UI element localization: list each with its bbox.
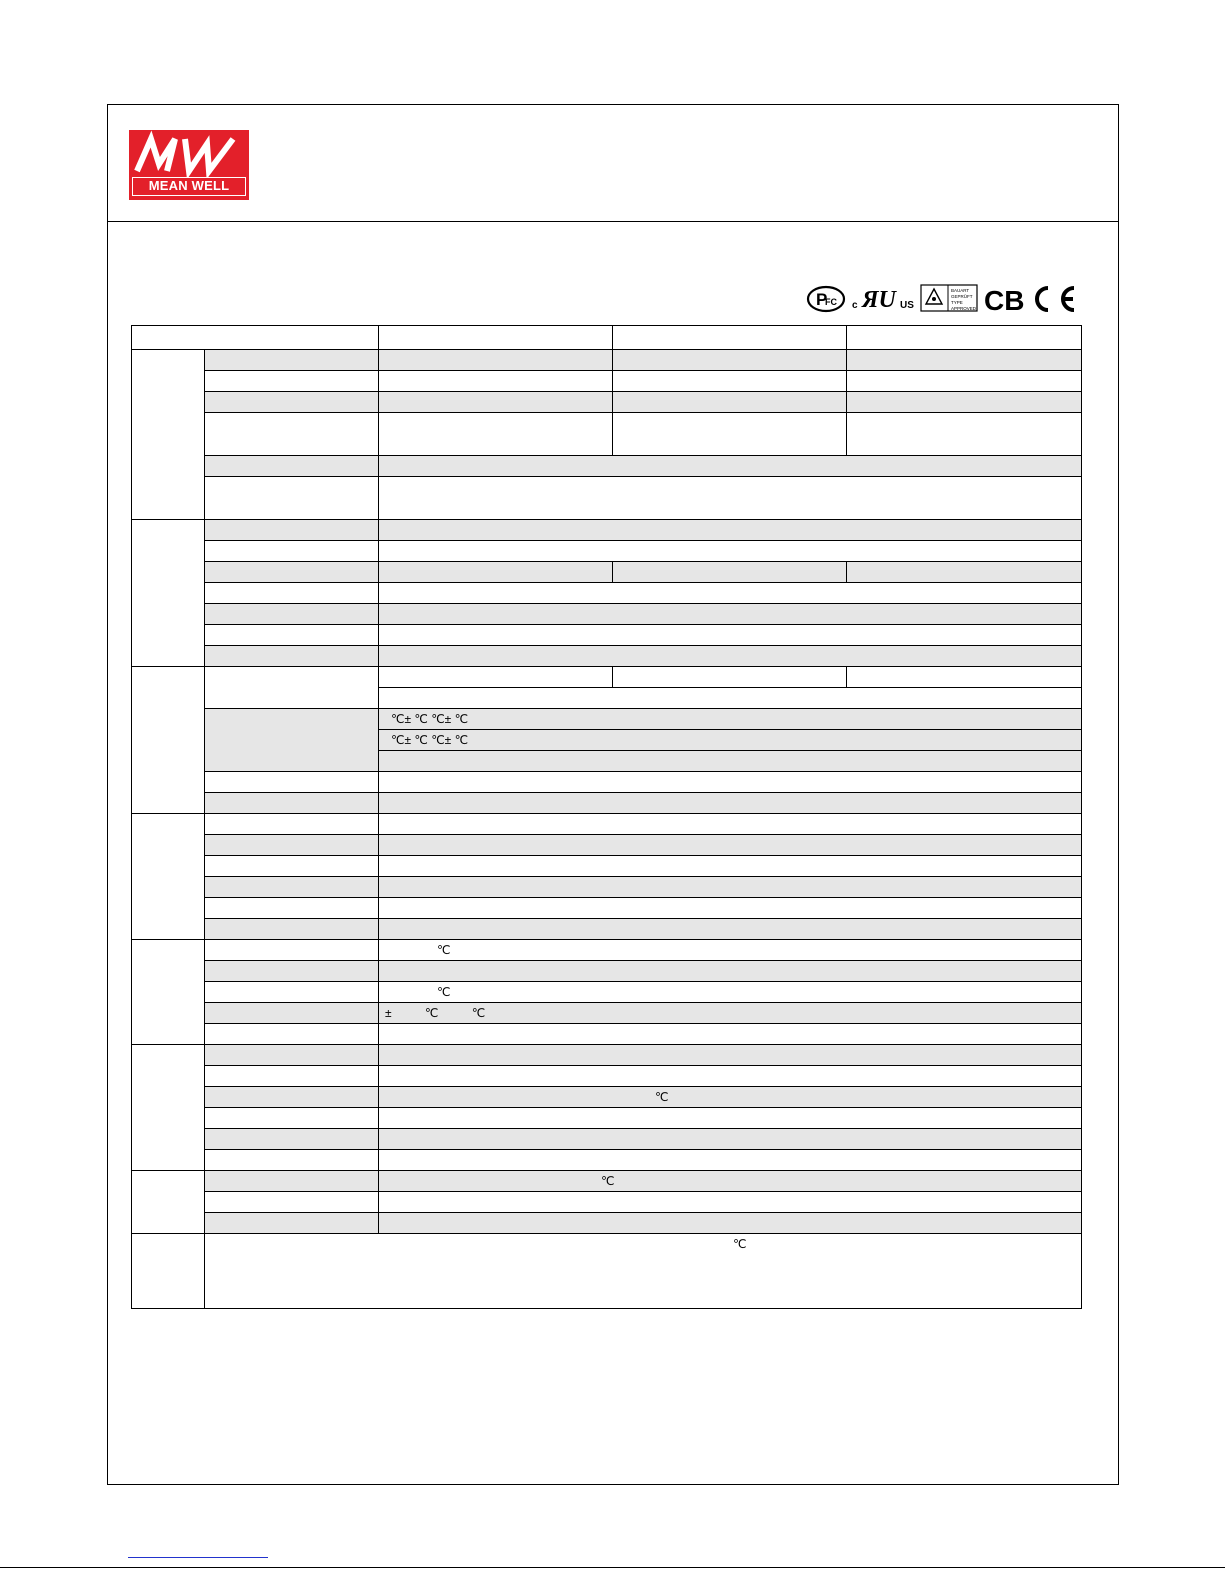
- value-cell: [379, 562, 613, 583]
- row-label: [205, 1192, 379, 1213]
- table-row: [132, 1192, 1082, 1213]
- row-label: [205, 413, 379, 456]
- group-cell-others: [132, 1171, 205, 1234]
- row-label: [205, 1213, 379, 1234]
- value-cell: [613, 371, 847, 392]
- value-cell: [379, 477, 1082, 520]
- value-cell: [379, 793, 1082, 814]
- table-row: [132, 625, 1082, 646]
- row-label: [205, 877, 379, 898]
- table-row: [132, 371, 1082, 392]
- value-cell: [379, 919, 1082, 940]
- row-label: [205, 625, 379, 646]
- table-row: [132, 392, 1082, 413]
- header-cell: [379, 326, 613, 350]
- table-row: [132, 350, 1082, 371]
- row-label: [205, 772, 379, 793]
- table-row: [132, 520, 1082, 541]
- value-cell: [379, 730, 1082, 751]
- value-cell: [379, 350, 613, 371]
- table-row: [132, 1003, 1082, 1024]
- value-cell: [379, 1024, 1082, 1045]
- table-row: [132, 413, 1082, 456]
- table-row: [132, 835, 1082, 856]
- value-cell: [379, 541, 1082, 562]
- value-cell: [379, 1087, 1082, 1108]
- header-cell: [132, 326, 379, 350]
- value-cell: [379, 772, 1082, 793]
- table-header-row: [132, 326, 1082, 350]
- value-cell: [613, 413, 847, 456]
- row-label: [205, 562, 379, 583]
- table-row: [132, 793, 1082, 814]
- table-row: [132, 1087, 1082, 1108]
- header-cell: [613, 326, 847, 350]
- value-cell: [379, 604, 1082, 625]
- table-row: [132, 583, 1082, 604]
- row-label: [205, 814, 379, 835]
- row-label: [205, 604, 379, 625]
- table-row: [132, 961, 1082, 982]
- mean-well-logo: [129, 130, 249, 200]
- value-cell: [379, 1150, 1082, 1171]
- table-row: [132, 1045, 1082, 1066]
- temperature-text: ℃: [601, 1174, 615, 1188]
- row-label: [205, 1066, 379, 1087]
- header-divider: [107, 221, 1119, 222]
- value-cell: [847, 371, 1082, 392]
- row-label: [205, 520, 379, 541]
- svg-text:US: US: [900, 300, 914, 311]
- value-cell: [847, 350, 1082, 371]
- value-cell: [379, 1171, 1082, 1192]
- value-cell: [379, 961, 1082, 982]
- row-label: [205, 477, 379, 520]
- spec-table: [131, 325, 1082, 1309]
- footer-link-underline[interactable]: [128, 1557, 268, 1558]
- row-label: [205, 1045, 379, 1066]
- value-cell: [613, 350, 847, 371]
- table-row: [132, 477, 1082, 520]
- svg-text:FC: FC: [825, 297, 837, 307]
- logo-text: MEAN WELL: [132, 177, 246, 196]
- footer-divider: [0, 1567, 1225, 1568]
- value-cell: [613, 667, 847, 688]
- row-label: [205, 583, 379, 604]
- value-cell: [379, 456, 1082, 477]
- value-cell: [613, 392, 847, 413]
- table-row: [132, 940, 1082, 961]
- group-cell-note: [132, 1234, 205, 1309]
- group-cell-function: [132, 814, 205, 940]
- cul-us-mark-icon: [850, 284, 920, 314]
- row-label: [205, 456, 379, 477]
- table-row: [132, 772, 1082, 793]
- value-cell: [379, 688, 1082, 709]
- row-label: [205, 1024, 379, 1045]
- row-label: [205, 1171, 379, 1192]
- value-cell: [847, 413, 1082, 456]
- certification-marks: [806, 284, 1091, 314]
- row-label: [205, 350, 379, 371]
- value-cell: [379, 392, 613, 413]
- value-cell: [379, 625, 1082, 646]
- row-label: [205, 541, 379, 562]
- value-cell: [379, 1003, 1082, 1024]
- row-label: [205, 856, 379, 877]
- temperature-text: ± ℃ ℃: [385, 1006, 486, 1020]
- group-cell-safety-emc: [132, 1045, 205, 1171]
- table-row: [132, 877, 1082, 898]
- svg-text:BAUART: BAUART: [951, 288, 970, 293]
- table-row: [132, 456, 1082, 477]
- table-row: [132, 646, 1082, 667]
- table-row: [132, 1129, 1082, 1150]
- svg-text:ЯU: ЯU: [862, 287, 896, 313]
- table-row: [132, 1150, 1082, 1171]
- table-row: [132, 604, 1082, 625]
- cb-ce-mark-icon: [982, 284, 1082, 314]
- row-label: [205, 667, 379, 709]
- value-cell: [613, 562, 847, 583]
- value-cell: [379, 1192, 1082, 1213]
- value-cell: [379, 1066, 1082, 1087]
- table-row: [132, 856, 1082, 877]
- table-row: [132, 814, 1082, 835]
- note-cell: [205, 1234, 1082, 1309]
- row-label: [205, 919, 379, 940]
- value-cell: [379, 646, 1082, 667]
- row-label: [205, 1108, 379, 1129]
- table-row: [132, 1213, 1082, 1234]
- svg-text:CB: CB: [984, 285, 1025, 314]
- svg-text:APPROVED: APPROVED: [951, 306, 977, 311]
- svg-text:c: c: [852, 300, 858, 311]
- value-cell: [379, 814, 1082, 835]
- table-row: [132, 541, 1082, 562]
- row-label: [205, 646, 379, 667]
- value-cell: [379, 1129, 1082, 1150]
- group-cell-protection: [132, 667, 205, 814]
- value-cell: [379, 709, 1082, 730]
- temperature-text: ℃: [655, 1090, 669, 1104]
- svg-text:TYPE: TYPE: [951, 300, 963, 305]
- temperature-text: ℃: [733, 1237, 747, 1251]
- value-cell: [379, 520, 1082, 541]
- value-cell: [379, 1213, 1082, 1234]
- temperature-text: ℃: [437, 943, 451, 957]
- value-cell: [379, 667, 613, 688]
- table-row: [132, 1024, 1082, 1045]
- table-row: [132, 709, 1082, 730]
- svg-text:P: P: [816, 290, 828, 309]
- row-label: [205, 835, 379, 856]
- value-cell: [379, 1108, 1082, 1129]
- value-cell: [379, 835, 1082, 856]
- header-cell: [847, 326, 1082, 350]
- pfc-mark-icon: [806, 284, 846, 314]
- table-row: [132, 667, 1082, 688]
- value-cell: [847, 562, 1082, 583]
- table-row: [132, 1066, 1082, 1087]
- value-cell: [379, 1045, 1082, 1066]
- table-row: [132, 919, 1082, 940]
- table-row: [132, 1234, 1082, 1309]
- mw-logo-icon: [129, 130, 249, 178]
- value-cell: [379, 940, 1082, 961]
- temperature-text: ℃: [437, 985, 451, 999]
- value-cell: [379, 877, 1082, 898]
- row-label: [205, 1003, 379, 1024]
- value-cell: [379, 856, 1082, 877]
- group-cell-environment: [132, 940, 205, 1045]
- table-row: [132, 982, 1082, 1003]
- svg-text:GEPRÜFT: GEPRÜFT: [951, 294, 973, 299]
- tuv-mark-icon: [920, 284, 980, 314]
- row-label: [205, 1129, 379, 1150]
- table-row: [132, 898, 1082, 919]
- temperature-text: ℃± ℃ ℃± ℃: [391, 712, 469, 726]
- row-label: [205, 961, 379, 982]
- row-label: [205, 793, 379, 814]
- row-label: [205, 898, 379, 919]
- row-label: [205, 1150, 379, 1171]
- group-cell-input: [132, 520, 205, 667]
- value-cell: [379, 583, 1082, 604]
- temperature-text: ℃± ℃ ℃± ℃: [391, 733, 469, 747]
- value-cell: [379, 898, 1082, 919]
- table-row: [132, 562, 1082, 583]
- row-label: [205, 982, 379, 1003]
- value-cell: [847, 392, 1082, 413]
- row-label: [205, 1087, 379, 1108]
- value-cell: [379, 371, 613, 392]
- table-row: [132, 1108, 1082, 1129]
- value-cell: [847, 667, 1082, 688]
- row-label: [205, 392, 379, 413]
- value-cell: [379, 982, 1082, 1003]
- row-label: [205, 940, 379, 961]
- group-cell-output: [132, 350, 205, 520]
- row-label: [205, 709, 379, 772]
- row-label: [205, 371, 379, 392]
- value-cell: [379, 751, 1082, 772]
- value-cell: [379, 413, 613, 456]
- table-row: [132, 1171, 1082, 1192]
